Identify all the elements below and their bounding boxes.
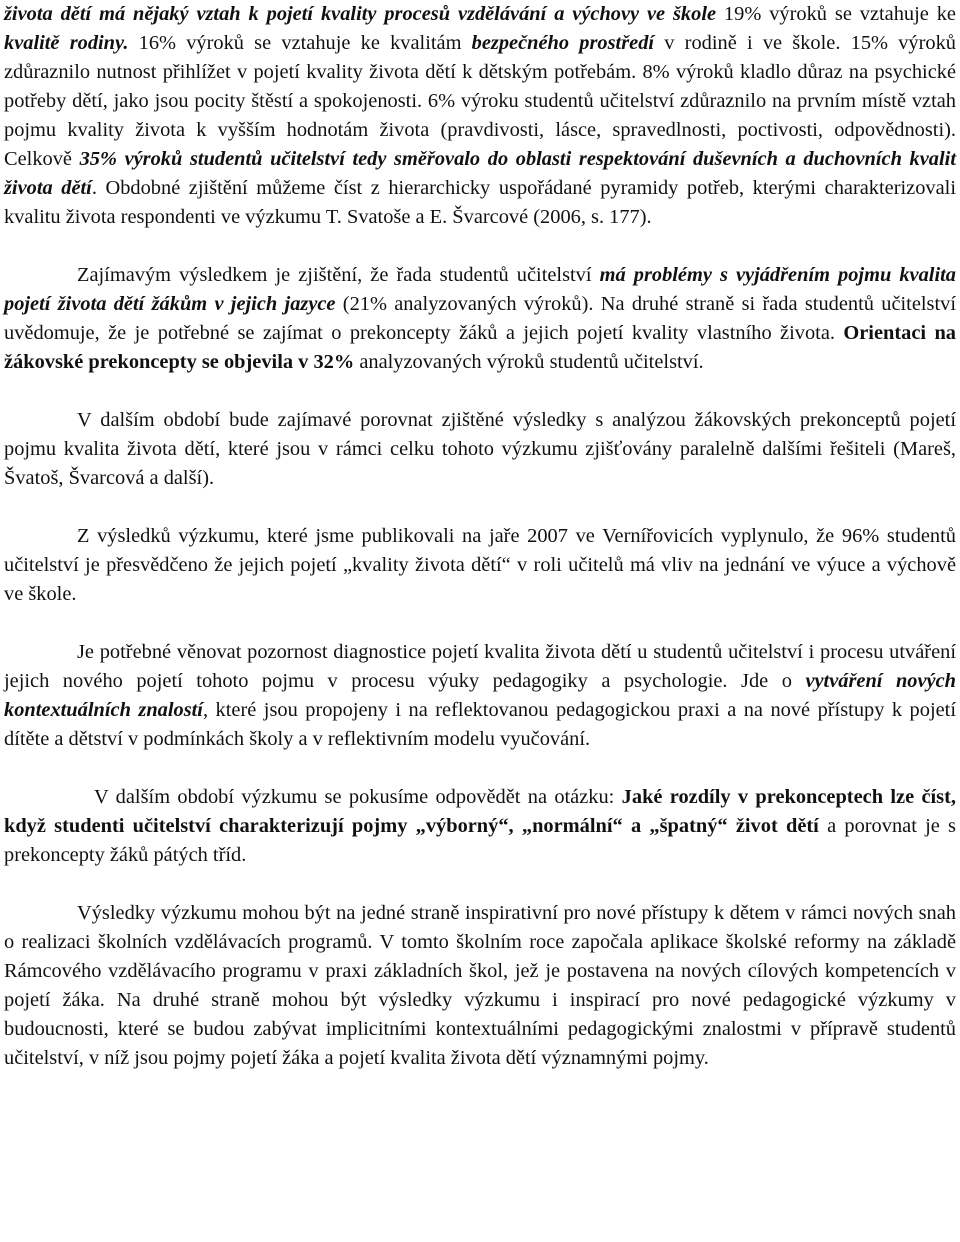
text-run: 19% výroků se vztahuje ke: [716, 3, 956, 25]
paragraph-conclusion: [4, 899, 956, 1073]
paragraph-next-period: [4, 406, 956, 493]
text-run: analyzovaných výroků studentů učitelství.: [354, 351, 704, 373]
paragraph-gap: [4, 609, 956, 638]
text-run: V dalším období výzkumu se pokusíme odpovědět na otázku:: [94, 786, 622, 808]
paragraph-gap: [4, 232, 956, 261]
text-run: 16% výroků se vztahuje ke kvalitám: [128, 32, 472, 54]
paragraph-gap: [4, 870, 956, 899]
text-run: v rodině i ve škole. 15% výroků zdůraznilo nutnost přihlížet v pojetí kvality života dětí k dětským potřebám. 8% výroků kladlo důraz na psychické potřeby dětí, jako jsou pocity štěstí a spokojenosti. 6% výroku studentů učitelství zdůraznilo na prvním místě vztah pojmu kvality života k vyšším hodnotám života (pravdivosti, lásce, spravedlnosti, poctivosti, odpovědnosti). Celkově: [4, 32, 956, 170]
paragraph-quality-findings: [4, 0, 956, 232]
text-run: života dětí má nějaký vztah k pojetí kvality procesů vzdělávání a výchovy ve škole: [4, 3, 717, 25]
text-run: bezpečného prostředí: [471, 32, 655, 54]
text-run: (21% analyzovaných výroků). Na druhé straně si řada studentů učitelství uvědomuje, že je potřebné se zajímat o prekoncepty žáků a jejich pojetí kvality vlastního života.: [4, 293, 957, 344]
text-run: . Obdobné zjištění můžeme číst z hierarchicky uspořádané pyramidy potřeb, kterými charakterizovali kvalitu života respondenti ve výzkumu T. Svatoše a E. Švarcové (2006, s. 177).: [4, 177, 956, 228]
text-run: 35% výroků studentů učitelství tedy směřovalo do oblasti respektování duševních a duchovních kvalit života dětí: [4, 148, 956, 199]
paragraph-gap: [4, 754, 956, 783]
paragraph-gap: [4, 493, 956, 522]
text-run: a porovnat je s prekoncepty žáků pátých tříd.: [4, 815, 956, 866]
text-run: , které jsou propojeny i na reflektovanou pedagogickou praxi a na nové přístupy k pojetí dítěte a dětství v podmínkách školy a v reflektivním modelu vyučování.: [4, 699, 956, 750]
text-run: Výsledky výzkumu mohou být na jedné straně inspirativní pro nové přístupy k dětem v rámci nových snah o realizaci školních vzdělávacích programů. V tomto školním roce započala aplikace školské reformy na základě Rámcového vzdělávacího programu v praxi základních škol, jež je postavena na nových cílových kompetencích v pojetí žáka. Na druhé straně mohou být výsledky výzkumu i inspirací pro nové pedagogické výzkumy v budoucnosti, které se budou zabývat implicitními kontextuálními pedagogickými znalostmi v přípravě studentů učitelství, v níž jsou pojmy pojetí žáka a pojetí kvalita života dětí významnými pojmy.: [4, 902, 956, 1069]
paragraph-interesting-result: [4, 261, 956, 377]
document-page: [4, 0, 956, 1073]
paragraph-diagnostics: [4, 638, 956, 754]
paragraph-research-question: [4, 783, 956, 870]
paragraph-research-results: [4, 522, 956, 609]
text-run: Je potřebné věnovat pozornost diagnostice pojetí kvalita života dětí u studentů učitelství i procesu utváření jejich nového pojetí tohoto pojmu v procesu výuky pedagogiky a psychologie. Jde o: [4, 641, 956, 692]
text-run: Jaké rozdíly v prekonceptech lze číst, když studenti učitelství charakterizují pojmy „výborný“, „normální“ a „špatný“ život dětí: [4, 786, 956, 837]
text-run: V dalším období bude zajímavé porovnat zjištěné výsledky s analýzou žákovských prekonceptů pojetí pojmu kvalita života dětí, které jsou v rámci celku tohoto výzkumu zjišťovány paralelně dalšími řešiteli (Mareš, Švatoš, Švarcová a další).: [4, 409, 956, 489]
text-run: Zajímavým výsledkem je zjištění, že řada studentů učitelství: [77, 264, 600, 286]
text-run: Z výsledků výzkumu, které jsme publikovali na jaře 2007 ve Vernířovicích vyplynulo, že 96% studentů učitelství je přesvědčeno že jejich pojetí „kvality života dětí“ v roli učitelů má vliv na jednání ve výuce a výchově ve škole.: [4, 525, 956, 605]
text-run: Orientaci na žákovské prekoncepty se objevila v 32%: [4, 322, 956, 373]
text-run: kvalitě rodiny.: [4, 32, 129, 54]
text-run: má problémy s vyjádřením pojmu kvalita pojetí života dětí žákům v jejich jazyce: [4, 264, 956, 315]
text-run: vytváření nových kontextuálních znalostí: [4, 670, 956, 721]
paragraph-gap: [4, 377, 956, 406]
